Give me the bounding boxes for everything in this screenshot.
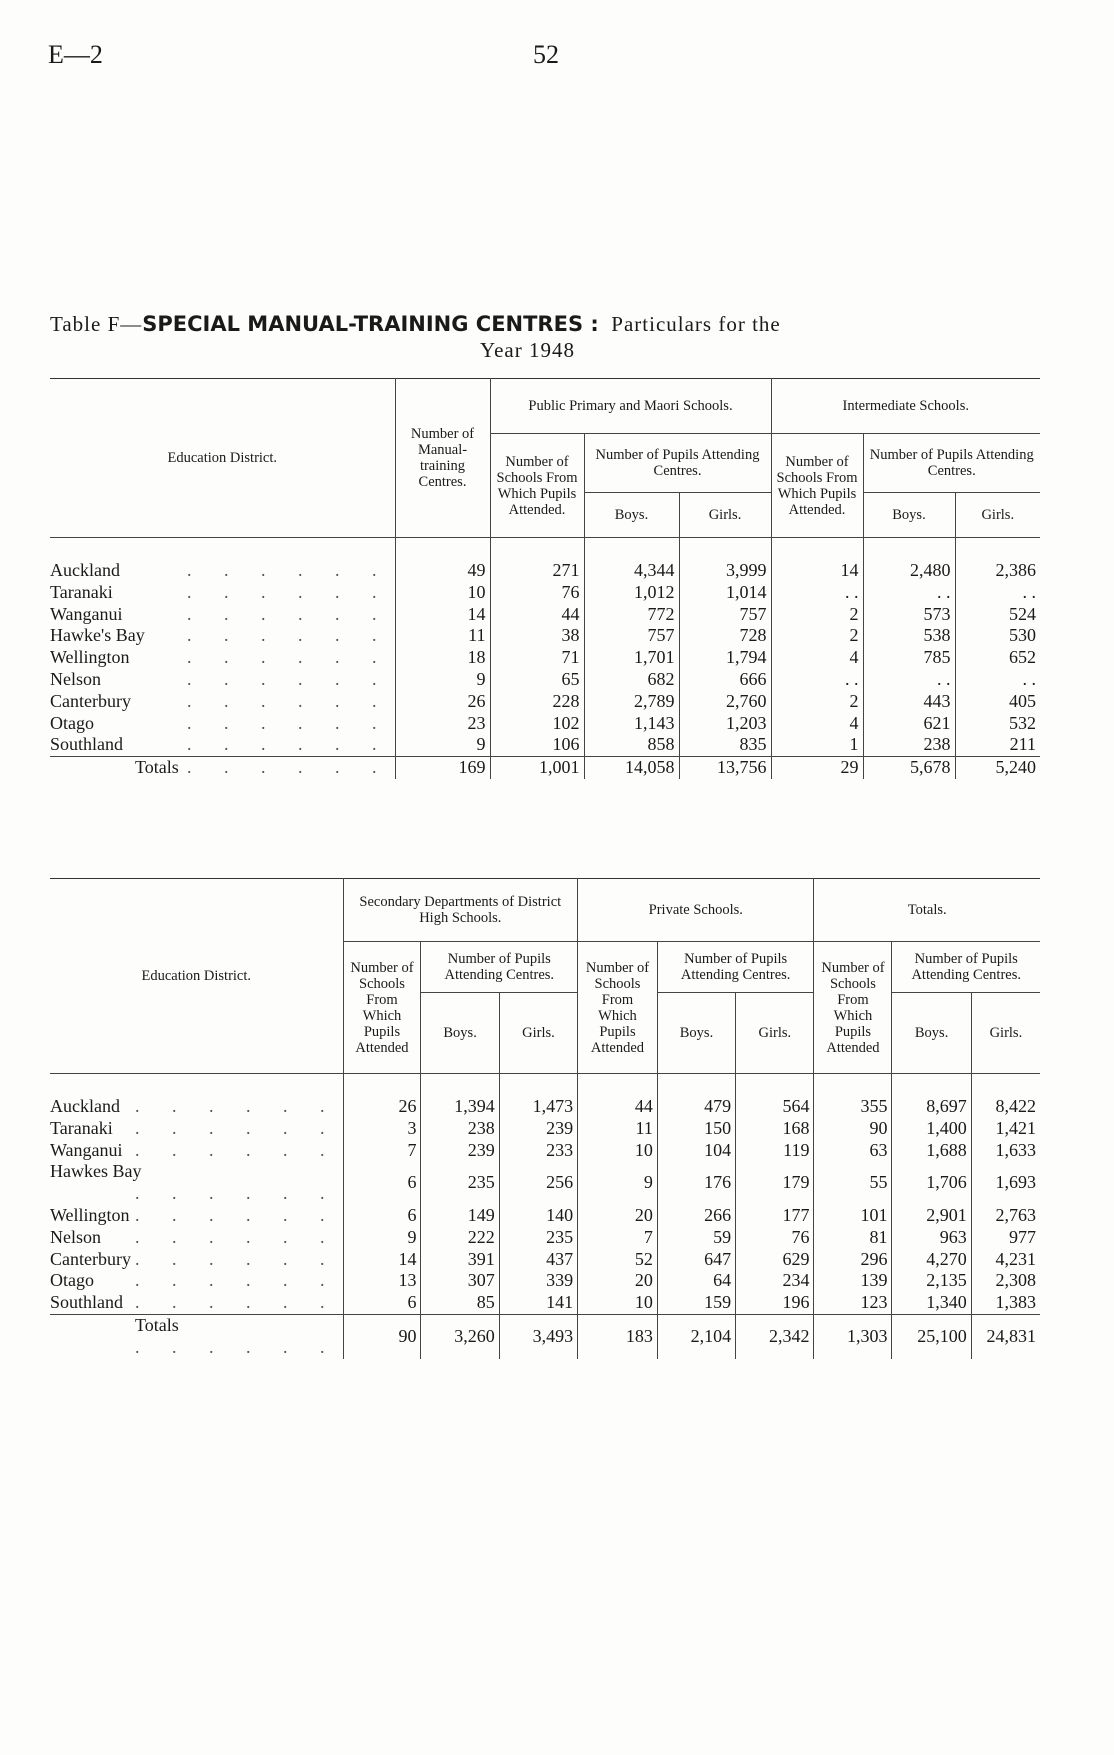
cell-p-boys: 2,789 — [584, 691, 679, 713]
cell-t-girls: 2,308 — [971, 1270, 1040, 1292]
leader-dots: . . . . . . — [135, 1270, 339, 1291]
leader-dots: . . . . . . — [135, 1096, 339, 1116]
leader-dots: . . . . . . — [187, 581, 391, 602]
cell-s-boys: 238 — [421, 1118, 499, 1140]
cell-pr-boys: 647 — [657, 1249, 735, 1271]
totals-label: Totals — [135, 1314, 179, 1335]
cell-pr-girls: 2,342 — [736, 1314, 814, 1358]
cell-p-boys: 858 — [584, 734, 679, 756]
district-name: Canterbury — [50, 690, 131, 711]
district-name: Otago — [50, 712, 94, 733]
cell-i-schools: 14 — [771, 538, 863, 582]
leader-dots: . . . . . . — [135, 1204, 339, 1225]
cell-centres: 49 — [395, 538, 490, 582]
cell-i-boys: 573 — [863, 604, 955, 626]
header-pr-girls: Girls. — [736, 993, 814, 1074]
district-name: Auckland — [50, 560, 120, 580]
cell-i-girls: 211 — [955, 734, 1040, 756]
district-name: Wanganui — [50, 1139, 123, 1160]
header-group-primary: Public Primary and Maori Schools. — [490, 379, 771, 434]
leader-dots: . . . . . . — [135, 1292, 339, 1313]
cell-pr-girls: 119 — [736, 1140, 814, 1162]
header-s-schools: Number of Schools From Which Pupils Attended — [343, 942, 421, 1074]
cell-pr-girls: 564 — [736, 1074, 814, 1118]
table-row — [50, 1292, 1040, 1314]
totals-row — [50, 757, 1040, 779]
table-row — [50, 1205, 1040, 1227]
cell-p-boys: 1,701 — [584, 647, 679, 669]
cell-i-boys: 2,480 — [863, 538, 955, 582]
cell-i-girls: 530 — [955, 625, 1040, 647]
cell-s-boys: 149 — [421, 1205, 499, 1227]
cell-p-schools: 44 — [490, 604, 584, 626]
header-p-pupils: Number of Pupils Attending Centres. — [584, 434, 771, 493]
header-pr-schools: Number of Schools From Which Pupils Attended — [578, 942, 658, 1074]
table-secondary-private-totals — [50, 878, 1040, 1359]
leader-dots: . . . . . . — [135, 1248, 339, 1269]
cell-p-boys: 1,143 — [584, 713, 679, 735]
cell-centres: 26 — [395, 691, 490, 713]
cell-i-schools: 4 — [771, 647, 863, 669]
table-row — [50, 1161, 1040, 1205]
cell-i-girls: . . — [955, 669, 1040, 691]
cell-pr-boys: 159 — [657, 1292, 735, 1314]
page-number: 52 — [533, 40, 559, 69]
cell-i-schools: 29 — [771, 757, 863, 779]
cell-pr-girls: 234 — [736, 1270, 814, 1292]
cell-t-boys: 2,135 — [892, 1270, 971, 1292]
table-row — [50, 1140, 1040, 1162]
cell-i-schools: . . — [771, 582, 863, 604]
table-row — [50, 1249, 1040, 1271]
cell-i-schools: 2 — [771, 625, 863, 647]
header-district: Education District. — [167, 450, 278, 466]
cell-t-boys: 1,340 — [892, 1292, 971, 1314]
table-title — [50, 312, 781, 337]
cell-i-girls: 405 — [955, 691, 1040, 713]
cell-i-girls: 532 — [955, 713, 1040, 735]
table-row — [50, 1270, 1040, 1292]
cell-p-girls: 757 — [679, 604, 771, 626]
cell-pr-schools: 20 — [578, 1270, 658, 1292]
cell-pr-schools: 7 — [578, 1227, 658, 1249]
cell-s-boys: 1,394 — [421, 1074, 499, 1118]
cell-s-boys: 3,260 — [421, 1314, 499, 1358]
cell-s-schools: 6 — [343, 1292, 421, 1314]
header-group-private: Private Schools. — [578, 879, 814, 942]
cell-i-boys: 443 — [863, 691, 955, 713]
cell-t-schools: 81 — [814, 1227, 892, 1249]
table-row — [50, 582, 1040, 604]
cell-i-schools: 2 — [771, 691, 863, 713]
header-t-boys: Boys. — [892, 993, 971, 1074]
cell-t-schools: 55 — [814, 1161, 892, 1205]
cell-s-schools: 3 — [343, 1118, 421, 1140]
cell-i-boys: 621 — [863, 713, 955, 735]
cell-pr-boys: 266 — [657, 1205, 735, 1227]
cell-i-boys: . . — [863, 582, 955, 604]
cell-s-girls: 437 — [499, 1249, 577, 1271]
cell-t-girls: 4,231 — [971, 1249, 1040, 1271]
table-row — [50, 647, 1040, 669]
cell-s-schools: 14 — [343, 1249, 421, 1271]
cell-p-girls: 1,794 — [679, 647, 771, 669]
table-row — [50, 1227, 1040, 1249]
cell-t-boys: 25,100 — [892, 1314, 971, 1358]
header-i-schools: Number of Schools From Which Pupils Attended. — [771, 434, 863, 538]
header-i-girls: Girls. — [955, 493, 1040, 538]
cell-t-girls: 24,831 — [971, 1314, 1040, 1358]
cell-p-boys: 772 — [584, 604, 679, 626]
cell-centres: 169 — [395, 757, 490, 779]
cell-s-girls: 339 — [499, 1270, 577, 1292]
leader-dots: . . . . . . — [135, 1336, 339, 1357]
header-s-pupils: Number of Pupils Attending Centres. — [421, 942, 578, 993]
cell-i-girls: . . — [955, 582, 1040, 604]
leader-dots: . . . . . . — [135, 1139, 339, 1160]
leader-dots: . . . . . . — [187, 625, 391, 646]
cell-i-schools: 2 — [771, 604, 863, 626]
cell-p-schools: 65 — [490, 669, 584, 691]
cell-p-schools: 1,001 — [490, 757, 584, 779]
cell-s-schools: 6 — [343, 1205, 421, 1227]
cell-t-schools: 296 — [814, 1249, 892, 1271]
cell-pr-boys: 104 — [657, 1140, 735, 1162]
table-row — [50, 691, 1040, 713]
cell-p-schools: 271 — [490, 538, 584, 582]
district-name: Southland — [50, 734, 124, 755]
cell-s-girls: 239 — [499, 1118, 577, 1140]
cell-t-girls: 2,763 — [971, 1205, 1040, 1227]
title-suffix: Particulars for the — [611, 312, 781, 336]
cell-t-boys: 1,400 — [892, 1118, 971, 1140]
cell-centres: 14 — [395, 604, 490, 626]
leader-dots: . . . . . . — [135, 1117, 339, 1138]
header-p-girls: Girls. — [679, 493, 771, 538]
totals-row — [50, 1314, 1040, 1358]
cell-p-boys: 4,344 — [584, 538, 679, 582]
cell-i-schools: 1 — [771, 734, 863, 756]
cell-t-schools: 101 — [814, 1205, 892, 1227]
district-name: Auckland — [50, 1096, 120, 1116]
header-t-pupils: Number of Pupils Attending Centres. — [892, 942, 1040, 993]
cell-s-girls: 1,473 — [499, 1074, 577, 1118]
cell-pr-schools: 183 — [578, 1314, 658, 1358]
cell-p-girls: 835 — [679, 734, 771, 756]
cell-pr-girls: 168 — [736, 1118, 814, 1140]
table-row — [50, 1118, 1040, 1140]
cell-centres: 10 — [395, 582, 490, 604]
cell-pr-girls: 179 — [736, 1161, 814, 1205]
table-row — [50, 734, 1040, 756]
cell-p-schools: 102 — [490, 713, 584, 735]
cell-p-schools: 106 — [490, 734, 584, 756]
leader-dots: . . . . . . — [187, 560, 391, 580]
cell-i-boys: 5,678 — [863, 757, 955, 779]
district-name: Wanganui — [50, 603, 123, 624]
district-name: Southland — [50, 1292, 124, 1313]
cell-i-schools: . . — [771, 669, 863, 691]
cell-s-schools: 26 — [343, 1074, 421, 1118]
cell-t-girls: 1,633 — [971, 1140, 1040, 1162]
district-name: Otago — [50, 1270, 94, 1291]
header-centres: Number of Manual-training Centres. — [395, 379, 490, 538]
table-row — [50, 669, 1040, 691]
cell-t-boys: 1,706 — [892, 1161, 971, 1205]
cell-t-boys: 4,270 — [892, 1249, 971, 1271]
header-pr-pupils: Number of Pupils Attending Centres. — [657, 942, 814, 993]
cell-p-schools: 38 — [490, 625, 584, 647]
cell-centres: 23 — [395, 713, 490, 735]
cell-centres: 9 — [395, 669, 490, 691]
cell-t-schools: 63 — [814, 1140, 892, 1162]
district-name: Nelson — [50, 668, 101, 689]
cell-pr-schools: 9 — [578, 1161, 658, 1205]
cell-pr-schools: 52 — [578, 1249, 658, 1271]
cell-t-girls: 1,421 — [971, 1118, 1040, 1140]
cell-p-girls: 3,999 — [679, 538, 771, 582]
cell-centres: 9 — [395, 734, 490, 756]
cell-p-boys: 1,012 — [584, 582, 679, 604]
cell-s-boys: 222 — [421, 1227, 499, 1249]
header-t-girls: Girls. — [971, 993, 1040, 1074]
table-row — [50, 604, 1040, 626]
leader-dots: . . . . . . — [187, 734, 391, 755]
cell-t-girls: 8,422 — [971, 1074, 1040, 1118]
cell-pr-schools: 20 — [578, 1205, 658, 1227]
cell-p-boys: 757 — [584, 625, 679, 647]
cell-t-schools: 1,303 — [814, 1314, 892, 1358]
cell-pr-boys: 59 — [657, 1227, 735, 1249]
cell-pr-boys: 150 — [657, 1118, 735, 1140]
cell-t-girls: 1,383 — [971, 1292, 1040, 1314]
cell-p-schools: 71 — [490, 647, 584, 669]
table-row — [50, 625, 1040, 647]
header-s-boys: Boys. — [421, 993, 499, 1074]
cell-i-girls: 5,240 — [955, 757, 1040, 779]
cell-t-schools: 90 — [814, 1118, 892, 1140]
leader-dots: . . . . . . — [187, 603, 391, 624]
cell-pr-schools: 10 — [578, 1292, 658, 1314]
cell-p-girls: 1,014 — [679, 582, 771, 604]
cell-i-girls: 652 — [955, 647, 1040, 669]
cell-pr-girls: 76 — [736, 1227, 814, 1249]
header-t-schools: Number of Schools From Which Pupils Attended — [814, 942, 892, 1074]
page-ref: E—2 — [48, 40, 103, 69]
cell-s-schools: 90 — [343, 1314, 421, 1358]
table-row — [50, 1074, 1040, 1118]
cell-s-boys: 235 — [421, 1161, 499, 1205]
cell-pr-boys: 479 — [657, 1074, 735, 1118]
district-name: Hawke's Bay — [50, 625, 145, 646]
header-i-pupils: Number of Pupils Attending Centres. — [863, 434, 1040, 493]
cell-s-girls: 141 — [499, 1292, 577, 1314]
cell-s-girls: 140 — [499, 1205, 577, 1227]
cell-p-girls: 728 — [679, 625, 771, 647]
district-name: Wellington — [50, 1204, 130, 1225]
cell-pr-schools: 44 — [578, 1074, 658, 1118]
table-primary-intermediate — [50, 378, 1040, 779]
cell-s-schools: 7 — [343, 1140, 421, 1162]
cell-t-girls: 1,693 — [971, 1161, 1040, 1205]
leader-dots: . . . . . . — [187, 690, 391, 711]
table-row — [50, 538, 1040, 582]
header-group-intermediate: Intermediate Schools. — [771, 379, 1040, 434]
cell-p-schools: 76 — [490, 582, 584, 604]
cell-s-boys: 391 — [421, 1249, 499, 1271]
leader-dots: . . . . . . — [187, 647, 391, 668]
cell-p-girls: 666 — [679, 669, 771, 691]
title-line2: Year 1948 — [480, 338, 575, 362]
table-row — [50, 713, 1040, 735]
cell-s-boys: 85 — [421, 1292, 499, 1314]
cell-centres: 11 — [395, 625, 490, 647]
cell-p-girls: 2,760 — [679, 691, 771, 713]
header-pr-boys: Boys. — [657, 993, 735, 1074]
cell-i-girls: 524 — [955, 604, 1040, 626]
district-name: Canterbury — [50, 1248, 131, 1269]
cell-t-schools: 139 — [814, 1270, 892, 1292]
title-bold: SPECIAL MANUAL-TRAINING CENTRES : — [142, 312, 599, 336]
cell-s-boys: 307 — [421, 1270, 499, 1292]
cell-i-boys: 785 — [863, 647, 955, 669]
cell-pr-girls: 177 — [736, 1205, 814, 1227]
leader-dots: . . . . . . — [187, 757, 391, 778]
district-name: Hawkes Bay — [50, 1161, 142, 1182]
cell-pr-girls: 629 — [736, 1249, 814, 1271]
cell-pr-boys: 64 — [657, 1270, 735, 1292]
cell-s-girls: 256 — [499, 1161, 577, 1205]
cell-i-boys: . . — [863, 669, 955, 691]
cell-pr-schools: 11 — [578, 1118, 658, 1140]
cell-t-boys: 963 — [892, 1227, 971, 1249]
cell-s-girls: 3,493 — [499, 1314, 577, 1358]
cell-pr-girls: 196 — [736, 1292, 814, 1314]
cell-p-boys: 682 — [584, 669, 679, 691]
cell-pr-boys: 176 — [657, 1161, 735, 1205]
title-prefix: Table F— — [50, 312, 143, 336]
cell-s-schools: 6 — [343, 1161, 421, 1205]
district-name: Nelson — [50, 1226, 101, 1247]
header-group-secondary: Secondary Departments of District High Schools. — [343, 879, 578, 942]
cell-p-girls: 13,756 — [679, 757, 771, 779]
cell-t-schools: 355 — [814, 1074, 892, 1118]
leader-dots: . . . . . . — [135, 1226, 339, 1247]
cell-t-boys: 8,697 — [892, 1074, 971, 1118]
cell-t-girls: 977 — [971, 1227, 1040, 1249]
district-name: Taranaki — [50, 1117, 113, 1138]
header-group-totals: Totals. — [814, 879, 1040, 942]
totals-label: Totals — [135, 757, 179, 778]
cell-pr-schools: 10 — [578, 1140, 658, 1162]
leader-dots: . . . . . . — [187, 712, 391, 733]
header-p-boys: Boys. — [584, 493, 679, 538]
header-p-schools: Number of Schools From Which Pupils Attended. — [490, 434, 584, 538]
header-i-boys: Boys. — [863, 493, 955, 538]
cell-centres: 18 — [395, 647, 490, 669]
cell-i-schools: 4 — [771, 713, 863, 735]
cell-i-girls: 2,386 — [955, 538, 1040, 582]
cell-s-boys: 239 — [421, 1140, 499, 1162]
cell-s-girls: 235 — [499, 1227, 577, 1249]
cell-s-schools: 13 — [343, 1270, 421, 1292]
cell-p-girls: 1,203 — [679, 713, 771, 735]
leader-dots: . . . . . . — [187, 668, 391, 689]
leader-dots: . . . . . . — [135, 1183, 339, 1204]
cell-t-boys: 1,688 — [892, 1140, 971, 1162]
cell-t-boys: 2,901 — [892, 1205, 971, 1227]
header-s-girls: Girls. — [499, 993, 577, 1074]
cell-t-schools: 123 — [814, 1292, 892, 1314]
district-name: Wellington — [50, 647, 130, 668]
cell-s-girls: 233 — [499, 1140, 577, 1162]
cell-i-boys: 538 — [863, 625, 955, 647]
cell-i-boys: 238 — [863, 734, 955, 756]
cell-p-boys: 14,058 — [584, 757, 679, 779]
cell-s-schools: 9 — [343, 1227, 421, 1249]
header-district: Education District. — [141, 968, 252, 984]
district-name: Taranaki — [50, 581, 113, 602]
cell-p-schools: 228 — [490, 691, 584, 713]
cell-pr-boys: 2,104 — [657, 1314, 735, 1358]
